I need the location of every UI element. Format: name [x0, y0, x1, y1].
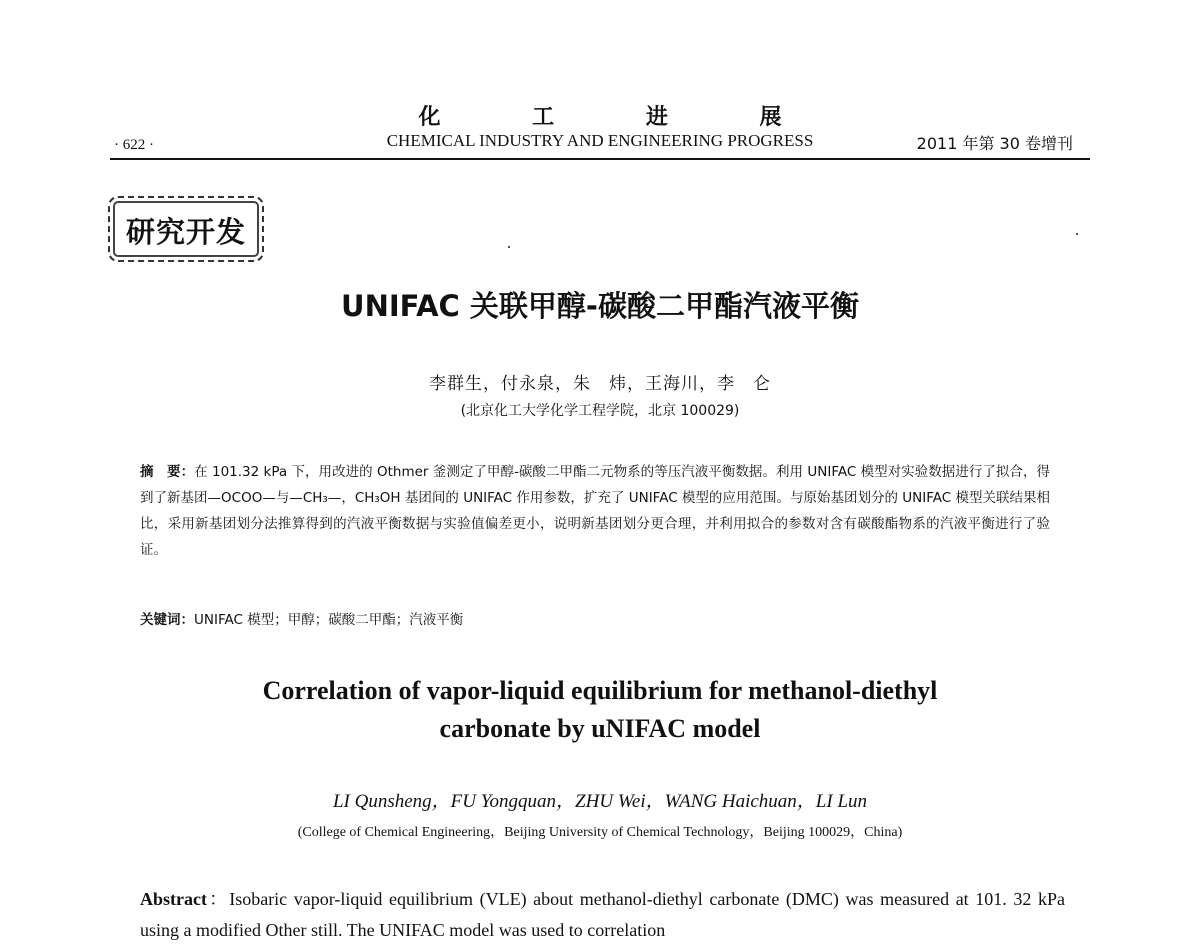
paper-title-en-line1: Correlation of vapor-liquid equilibrium for methanol-diethyl — [262, 676, 938, 705]
paper-title-cn: UNIFAC 关联甲醇-碳酸二甲酯汽液平衡 — [341, 289, 859, 323]
abstract-en-colon: ： — [206, 889, 230, 909]
journal-title-cn: 化 工 进 展 — [418, 105, 824, 130]
abstract-en — [140, 884, 1065, 946]
abstract-en-text: Isobaric vapor-liquid equilibrium (VLE) about methanol-diethyl carbonate (DMC) was measured at 101. 32 kPa using a modified Other still. The UNIFAC model was used to correlation — [140, 889, 1066, 940]
authors-cn: 李群生，付永泉，朱 炜，王海川，李 仑 — [429, 374, 771, 394]
abstract-cn-label: 摘 要： — [140, 464, 195, 480]
scan-speck — [508, 246, 510, 248]
affiliation-cn: (北京化工大学化学工程学院，北京 100029) — [460, 403, 740, 419]
abstract-en-label: Abstract — [140, 889, 207, 909]
section-badge — [108, 196, 264, 262]
keywords-cn — [140, 607, 1050, 633]
affiliation-en: (College of Chemical Engineering，Beijing University of Chemical Technology，Beijing 100029，China) — [297, 825, 903, 840]
scan-speck — [1076, 233, 1078, 235]
paper-title-en-line2: carbonate by uNIFAC model — [439, 714, 761, 743]
section-badge-label: 研究开发 — [125, 215, 246, 249]
abstract-cn-text: 在 101.32 kPa 下，用改进的 Othmer 釜测定了甲醇-碳酸二甲酯二元物系的等压汽液平衡数据。利用 UNIFAC 模型对实验数据进行了拟合，得到了新基团—OCOO—与—CH₃—，CH₃OH 基团间的 UNIFAC 作用参数，扩充了 UNIFAC 模型的应用范围。与原始基团划分的 UNIFAC 模型关联结果相比，采用新基团划分法推算得到的汽液平衡数据与实验值偏差更小，说明新基团划分更合理，并利用拟合的参数对含有碳酸酯物系的汽液平衡进行了验证。 — [140, 464, 1050, 558]
abstract-cn — [140, 459, 1050, 563]
issue-info: 2011 年第 30 卷增刊 — [916, 134, 1073, 153]
keywords-cn-text: UNIFAC 模型；甲醇；碳酸二甲酯；汽液平衡 — [194, 612, 464, 628]
page-number: · 622 · — [114, 137, 154, 153]
paper-title-en — [0, 672, 1200, 748]
authors-en: LI Qunsheng，FU Yongquan，ZHU Wei，WANG Haichuan，LI Lun — [332, 791, 868, 812]
journal-title-en: CHEMICAL INDUSTRY AND ENGINEERING PROGRESS — [386, 131, 814, 150]
header-rule — [110, 158, 1090, 160]
keywords-cn-label: 关键词： — [140, 612, 194, 628]
